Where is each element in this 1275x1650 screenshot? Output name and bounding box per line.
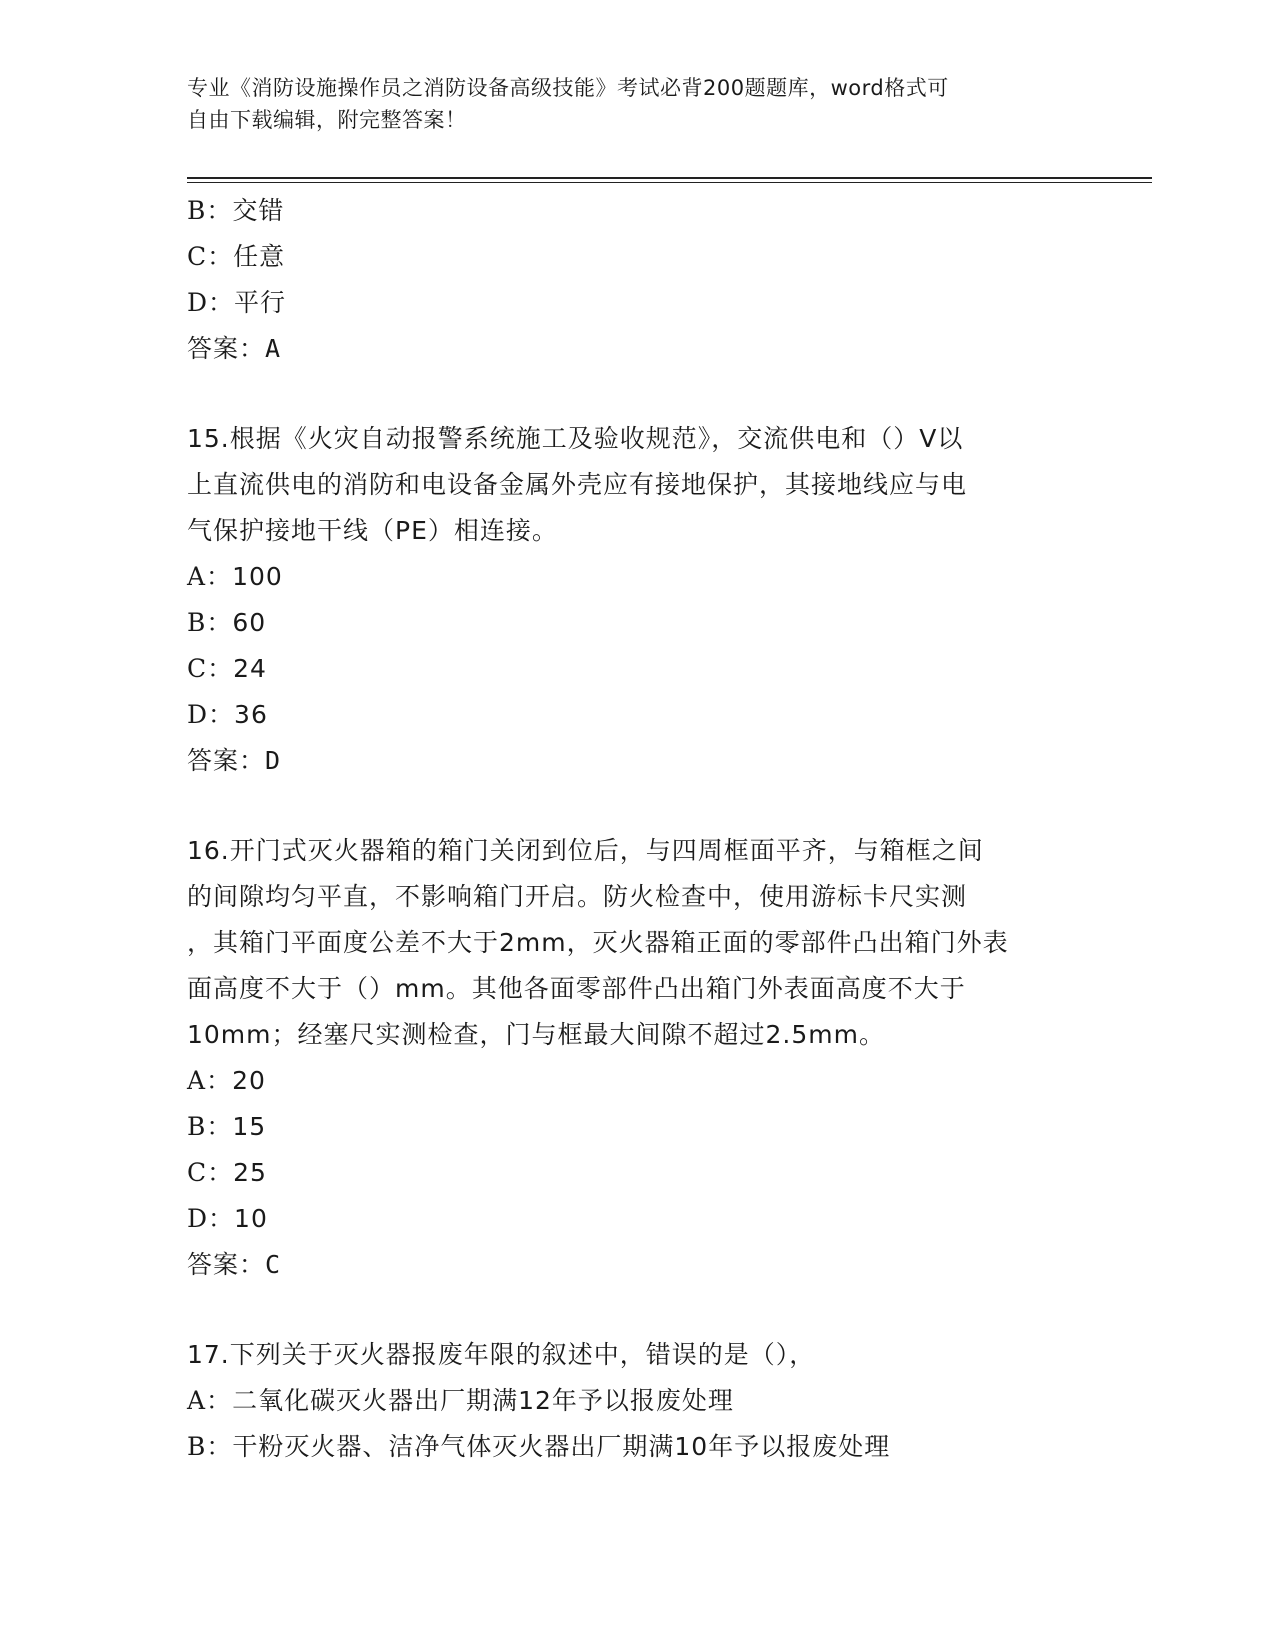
answer: 答案：A bbox=[187, 334, 282, 363]
answer: 答案：C bbox=[187, 1250, 282, 1279]
option-c: C：24 bbox=[187, 654, 267, 683]
option-a: A：100 bbox=[187, 562, 283, 591]
question-text-line: 面高度不大于（）mm。其他各面零部件凸出箱门外表面高度不大于 bbox=[187, 974, 966, 1003]
question-text-line: ，其箱门平面度公差不大于2mm，灭火器箱正面的零部件凸出箱门外表 bbox=[187, 928, 1009, 957]
header-line-1: 专业《消防设施操作员之消防设备高级技能》考试必背200题题库，word格式可 bbox=[187, 76, 949, 100]
question-14 bbox=[187, 188, 1147, 372]
header-divider-thin bbox=[187, 182, 1152, 183]
answer: 答案：D bbox=[187, 746, 282, 775]
question-text-line: 16.开门式灭火器箱的箱门关闭到位后，与四周框面平齐，与箱框之间 bbox=[187, 836, 984, 865]
option-d: D：36 bbox=[187, 700, 268, 729]
header-divider-thick bbox=[187, 177, 1152, 179]
option-a: A：20 bbox=[187, 1066, 266, 1095]
question-text-line: 15.根据《火灾自动报警系统施工及验收规范》，交流供电和（）V以 bbox=[187, 424, 964, 453]
option-b: B：60 bbox=[187, 608, 267, 637]
option-d: D：10 bbox=[187, 1204, 268, 1233]
question-text-line: 的间隙均匀平直，不影响箱门开启。防火检查中，使用游标卡尺实测 bbox=[187, 882, 968, 911]
question-text-line: 10mm；经塞尺实测检查，门与框最大间隙不超过2.5mm。 bbox=[187, 1020, 885, 1049]
option-b: B：交错 bbox=[187, 196, 285, 225]
option-b: B：15 bbox=[187, 1112, 267, 1141]
option-a: A：二氧化碳灭火器出厂期满12年予以报废处理 bbox=[187, 1386, 734, 1415]
question-text-line: 上直流供电的消防和电设备金属外壳应有接地保护，其接地线应与电 bbox=[187, 470, 968, 499]
question-17 bbox=[187, 1332, 1147, 1470]
document-header bbox=[187, 72, 1087, 136]
option-c: C：任意 bbox=[187, 242, 286, 271]
question-text-line: 气保护接地干线（PE）相连接。 bbox=[187, 516, 558, 545]
option-b: B：干粉灭火器、洁净气体灭火器出厂期满10年予以报废处理 bbox=[187, 1432, 891, 1461]
question-16 bbox=[187, 828, 1147, 1288]
question-15 bbox=[187, 416, 1147, 784]
header-line-2: 自由下载编辑，附完整答案！ bbox=[187, 108, 467, 132]
question-content bbox=[187, 188, 1147, 1470]
option-c: C：25 bbox=[187, 1158, 267, 1187]
question-text-line: 17.下列关于灭火器报废年限的叙述中，错误的是（）， bbox=[187, 1340, 816, 1369]
option-d: D：平行 bbox=[187, 288, 287, 317]
